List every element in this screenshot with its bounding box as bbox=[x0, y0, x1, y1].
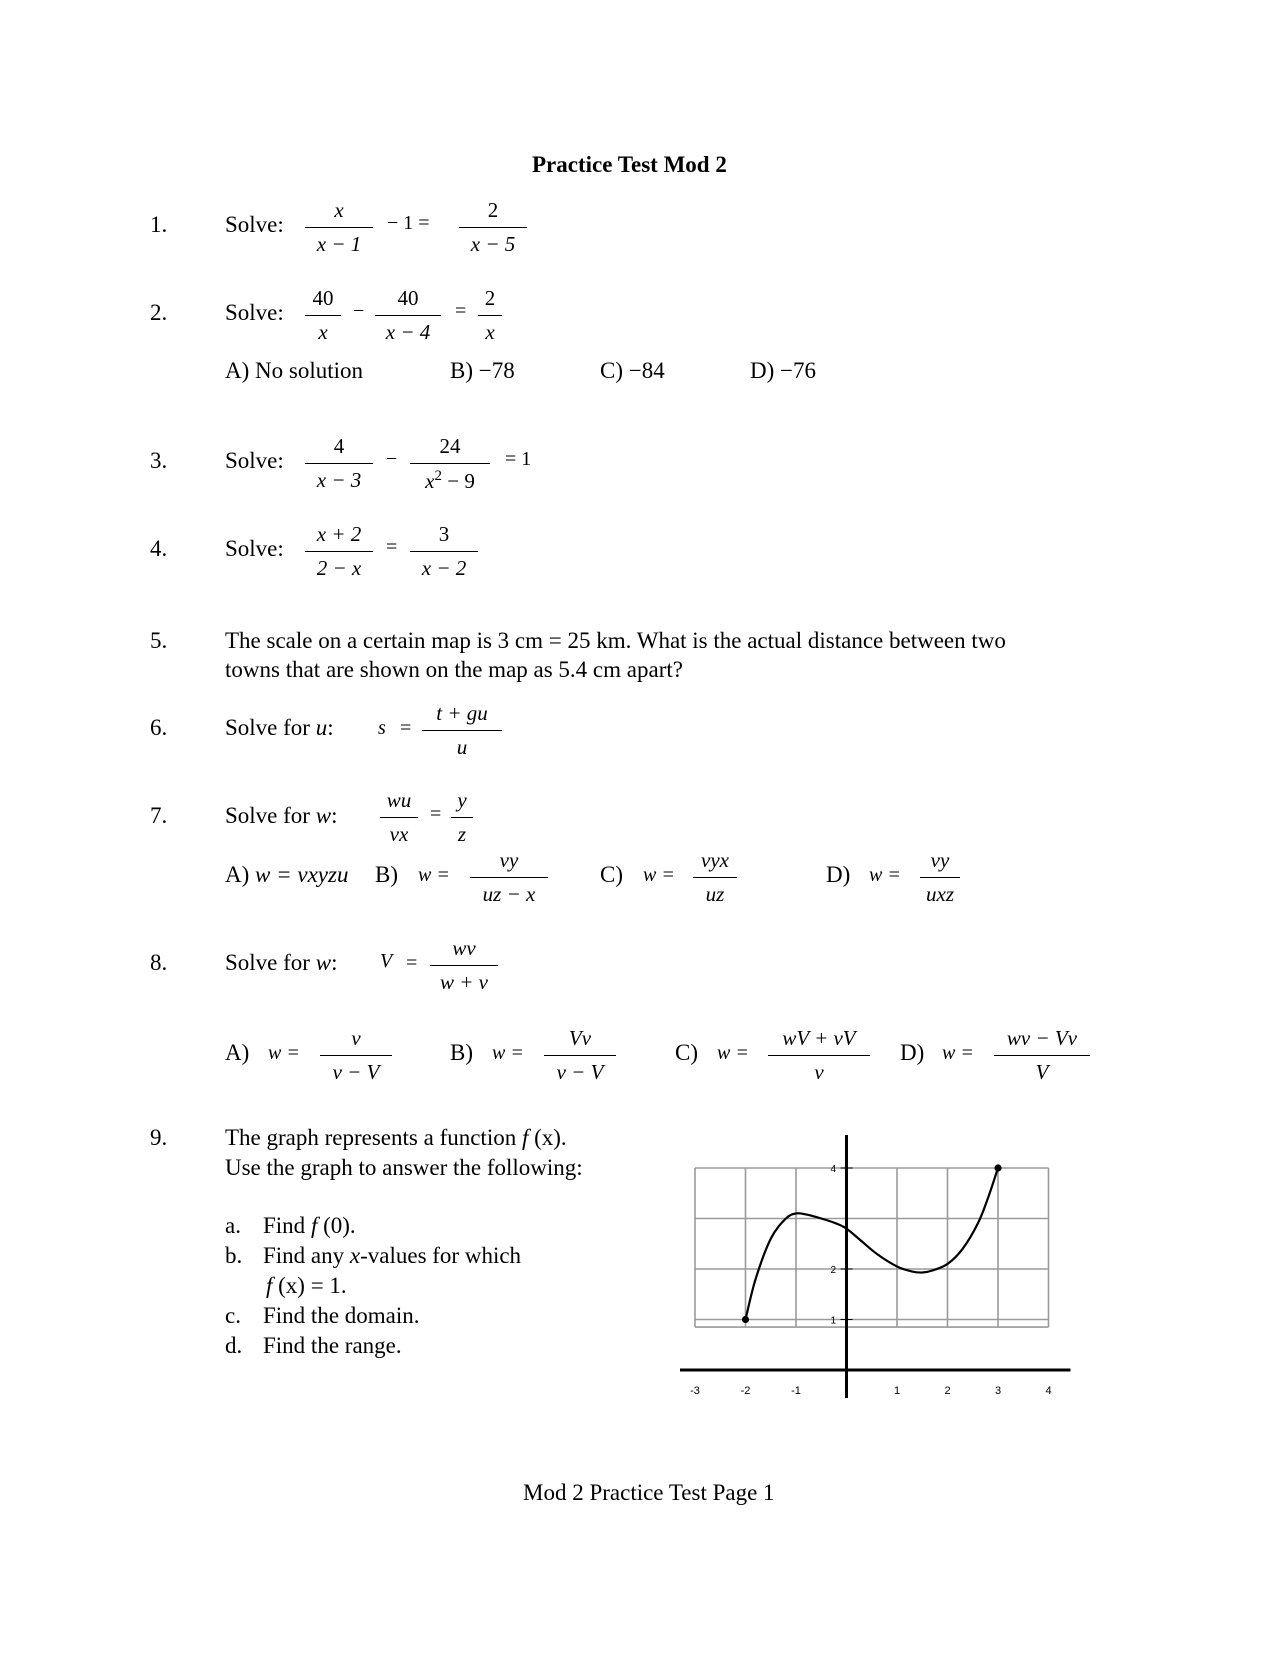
text: (x) = 1. bbox=[272, 1273, 347, 1298]
text: (0). bbox=[317, 1213, 356, 1238]
denominator: x bbox=[318, 320, 328, 344]
text: -values for which bbox=[360, 1243, 522, 1268]
question-prompt bbox=[225, 715, 334, 741]
choice-expression: w = vxyzu bbox=[255, 862, 349, 887]
denominator: x − 2 bbox=[421, 556, 467, 580]
fraction-bar bbox=[305, 463, 373, 464]
choice-lhs: w = bbox=[942, 1042, 974, 1064]
page-title: Practice Test Mod 2 bbox=[532, 152, 727, 177]
function-curve bbox=[746, 1168, 999, 1320]
x-tick-label: -2 bbox=[740, 1385, 751, 1397]
fraction-bar bbox=[305, 315, 341, 316]
fraction bbox=[768, 1026, 870, 1086]
denominator: uxz bbox=[926, 882, 954, 906]
lhs: s bbox=[378, 717, 386, 739]
question-prompt: Solve: bbox=[225, 448, 284, 473]
question-prompt: Solve: bbox=[225, 212, 284, 237]
endpoint-dot bbox=[994, 1164, 1001, 1171]
numerator: y bbox=[457, 788, 467, 812]
fraction bbox=[410, 522, 478, 582]
function-name: f bbox=[266, 1273, 273, 1298]
question-number: 9. bbox=[150, 1125, 168, 1150]
fraction-bar bbox=[459, 227, 527, 228]
fraction bbox=[422, 701, 502, 761]
text: Find any bbox=[263, 1243, 350, 1268]
fraction bbox=[430, 936, 498, 996]
question-text-line-1 bbox=[225, 1125, 567, 1151]
fraction-bar bbox=[544, 1055, 616, 1056]
question-text-line-2: towns that are shown on the map as 5.4 cm apart? bbox=[225, 657, 683, 682]
operator: − bbox=[386, 448, 398, 470]
curve bbox=[742, 1164, 1002, 1323]
subquestion-b bbox=[225, 1243, 521, 1269]
numerator: vy bbox=[930, 848, 950, 872]
fraction bbox=[375, 286, 441, 346]
fraction-bar bbox=[470, 877, 548, 878]
x-tick-label: 2 bbox=[944, 1385, 951, 1397]
fraction-bar bbox=[478, 315, 502, 316]
fraction-bar bbox=[375, 315, 441, 316]
endpoint-dot bbox=[742, 1316, 749, 1323]
fraction bbox=[470, 848, 548, 908]
fraction-bar bbox=[693, 877, 737, 878]
fraction bbox=[544, 1026, 616, 1086]
choice-lhs: w = bbox=[643, 864, 675, 886]
fraction bbox=[410, 434, 490, 494]
denominator: x − 1 bbox=[316, 232, 362, 256]
fraction-bar bbox=[768, 1055, 870, 1056]
numerator: 4 bbox=[333, 434, 345, 458]
den-exponent: 2 bbox=[434, 468, 442, 484]
operator: = bbox=[406, 952, 418, 974]
prompt-variable: w bbox=[315, 950, 332, 975]
denominator: w + v bbox=[440, 970, 488, 994]
fraction bbox=[320, 1026, 392, 1086]
fraction-bar bbox=[305, 551, 373, 552]
den-base: x bbox=[425, 469, 435, 493]
y-tick-label: 4 bbox=[830, 1164, 837, 1175]
answer-choice: C) −84 bbox=[600, 358, 665, 383]
choice-label: D) bbox=[826, 862, 851, 887]
numerator: 24 bbox=[439, 434, 461, 458]
subquestion-c bbox=[225, 1303, 420, 1329]
operator: = 1 bbox=[505, 448, 532, 470]
question-number: 3. bbox=[150, 448, 168, 473]
denominator: x − 5 bbox=[470, 232, 516, 256]
text: Find the domain. bbox=[263, 1303, 420, 1328]
denominator: 2 − x bbox=[316, 556, 362, 580]
operator: − bbox=[353, 300, 365, 322]
question-number: 7. bbox=[150, 803, 168, 828]
choice-label: B) bbox=[375, 862, 398, 887]
numerator: x + 2 bbox=[316, 522, 362, 546]
question-prompt: Solve: bbox=[225, 536, 284, 561]
choice-label: D) bbox=[900, 1040, 925, 1065]
fraction-bar bbox=[430, 965, 498, 966]
denominator: z bbox=[457, 822, 467, 846]
text: Find the range. bbox=[263, 1333, 402, 1358]
prompt-colon: : bbox=[327, 715, 334, 740]
prompt-text: Solve for bbox=[225, 950, 316, 975]
fraction bbox=[920, 848, 960, 908]
denominator: x − 4 bbox=[385, 320, 431, 344]
choice-lhs: w = bbox=[268, 1042, 300, 1064]
numerator: 3 bbox=[438, 522, 450, 546]
denominator bbox=[410, 468, 490, 494]
choice-label: A) bbox=[225, 1040, 250, 1065]
subquestion-a bbox=[225, 1213, 356, 1239]
fraction-bar bbox=[422, 730, 502, 731]
numerator: 40 bbox=[397, 286, 419, 310]
numerator: wv − Vv bbox=[1006, 1026, 1078, 1050]
numerator: 2 bbox=[484, 286, 496, 310]
sub-label: b. bbox=[225, 1243, 243, 1268]
grid bbox=[695, 1168, 1049, 1327]
fraction bbox=[380, 788, 418, 848]
numerator: vyx bbox=[701, 848, 729, 872]
denominator: v bbox=[814, 1060, 824, 1084]
fraction bbox=[478, 286, 502, 346]
function-graph bbox=[670, 1130, 1090, 1420]
fraction bbox=[305, 434, 373, 494]
den-rest: − 9 bbox=[441, 469, 475, 493]
fraction bbox=[451, 788, 473, 848]
fraction-bar bbox=[410, 551, 478, 552]
prompt-colon: : bbox=[331, 950, 338, 975]
numerator: 40 bbox=[312, 286, 334, 310]
numerator: 2 bbox=[487, 198, 499, 222]
fraction bbox=[305, 286, 341, 346]
text: Find bbox=[263, 1213, 311, 1238]
fraction-bar bbox=[305, 227, 373, 228]
denominator: uz − x bbox=[482, 882, 536, 906]
question-number: 2. bbox=[150, 300, 168, 325]
numerator: v bbox=[351, 1026, 361, 1050]
function-name: f bbox=[310, 1213, 318, 1238]
function-name: f bbox=[521, 1125, 529, 1150]
subquestion-b-line-2 bbox=[266, 1273, 347, 1299]
y-tick-label: 2 bbox=[830, 1265, 837, 1276]
denominator: u bbox=[456, 735, 468, 759]
choice-label: C) bbox=[600, 862, 623, 887]
numerator: Vv bbox=[568, 1026, 592, 1050]
axes bbox=[680, 1135, 1071, 1398]
fraction bbox=[305, 522, 373, 582]
fraction-bar bbox=[451, 817, 473, 818]
fraction-bar bbox=[380, 817, 418, 818]
question-prompt bbox=[225, 803, 337, 829]
subquestion-d bbox=[225, 1333, 402, 1359]
numerator: t + gu bbox=[436, 701, 488, 725]
fraction bbox=[459, 198, 527, 258]
choice-label: A) bbox=[225, 862, 256, 887]
numerator: wv bbox=[452, 936, 476, 960]
sub-label: c. bbox=[225, 1303, 241, 1328]
question-number: 4. bbox=[150, 536, 168, 561]
operator: = bbox=[400, 717, 412, 739]
x-tick-label: 4 bbox=[1045, 1385, 1052, 1397]
denominator: V bbox=[1035, 1060, 1049, 1084]
answer-choice-a bbox=[225, 862, 348, 888]
page-footer: Mod 2 Practice Test Page 1 bbox=[523, 1480, 775, 1505]
sub-label: d. bbox=[225, 1333, 243, 1358]
numerator: wV + vV bbox=[782, 1026, 856, 1050]
choice-lhs: w = bbox=[869, 864, 901, 886]
question-text-line-2: Use the graph to answer the following: bbox=[225, 1155, 583, 1180]
prompt-colon: : bbox=[331, 803, 338, 828]
prompt-text: Solve for bbox=[225, 715, 316, 740]
denominator: vx bbox=[389, 822, 409, 846]
x-tick-label: 1 bbox=[893, 1385, 901, 1397]
x-tick-label: -1 bbox=[791, 1385, 801, 1397]
text: The graph represents a function bbox=[225, 1125, 522, 1150]
choice-lhs: w = bbox=[717, 1042, 749, 1064]
question-prompt: Solve: bbox=[225, 300, 284, 325]
fraction-bar bbox=[994, 1055, 1090, 1056]
prompt-variable: w bbox=[315, 803, 332, 828]
text: (x). bbox=[528, 1125, 567, 1150]
question-number: 1. bbox=[150, 212, 168, 237]
prompt-variable: u bbox=[315, 715, 328, 740]
operator: = bbox=[430, 803, 442, 825]
choice-lhs: w = bbox=[492, 1042, 524, 1064]
y-tick-label: 1 bbox=[830, 1315, 837, 1327]
answer-choice: D) −76 bbox=[750, 358, 816, 383]
choice-label: C) bbox=[675, 1040, 698, 1065]
operator: = bbox=[455, 300, 467, 322]
choice-label: B) bbox=[450, 1040, 473, 1065]
lhs: V bbox=[380, 950, 393, 972]
question-number: 6. bbox=[150, 715, 168, 740]
answer-choice: A) No solution bbox=[225, 358, 363, 383]
operator: = bbox=[386, 536, 398, 558]
choice-lhs: w = bbox=[418, 864, 450, 886]
fraction-bar bbox=[410, 463, 490, 464]
denominator: v − V bbox=[332, 1060, 380, 1084]
sub-label: a. bbox=[225, 1213, 241, 1238]
fraction bbox=[994, 1026, 1090, 1086]
question-prompt bbox=[225, 950, 337, 976]
fraction bbox=[305, 198, 373, 258]
question-number: 5. bbox=[150, 628, 168, 653]
variable: x bbox=[349, 1243, 361, 1268]
numerator: wu bbox=[386, 788, 412, 812]
prompt-text: Solve for bbox=[225, 803, 316, 828]
question-number: 8. bbox=[150, 950, 168, 975]
question-text-line-1: The scale on a certain map is 3 cm = 25 km. What is the actual distance between two bbox=[225, 628, 1006, 653]
x-tick-label: -3 bbox=[690, 1385, 700, 1397]
fraction-bar bbox=[920, 877, 960, 878]
numerator: x bbox=[334, 198, 344, 222]
denominator: v − V bbox=[556, 1060, 604, 1084]
fraction bbox=[693, 848, 737, 908]
fraction-bar bbox=[320, 1055, 392, 1056]
answer-choice: B) −78 bbox=[450, 358, 515, 383]
denominator: x bbox=[485, 320, 495, 344]
denominator: uz bbox=[705, 882, 725, 906]
denominator: x − 3 bbox=[316, 468, 362, 492]
numerator: vy bbox=[499, 848, 519, 872]
x-tick-label: 3 bbox=[994, 1385, 1002, 1397]
operator: − 1 = bbox=[387, 212, 430, 234]
